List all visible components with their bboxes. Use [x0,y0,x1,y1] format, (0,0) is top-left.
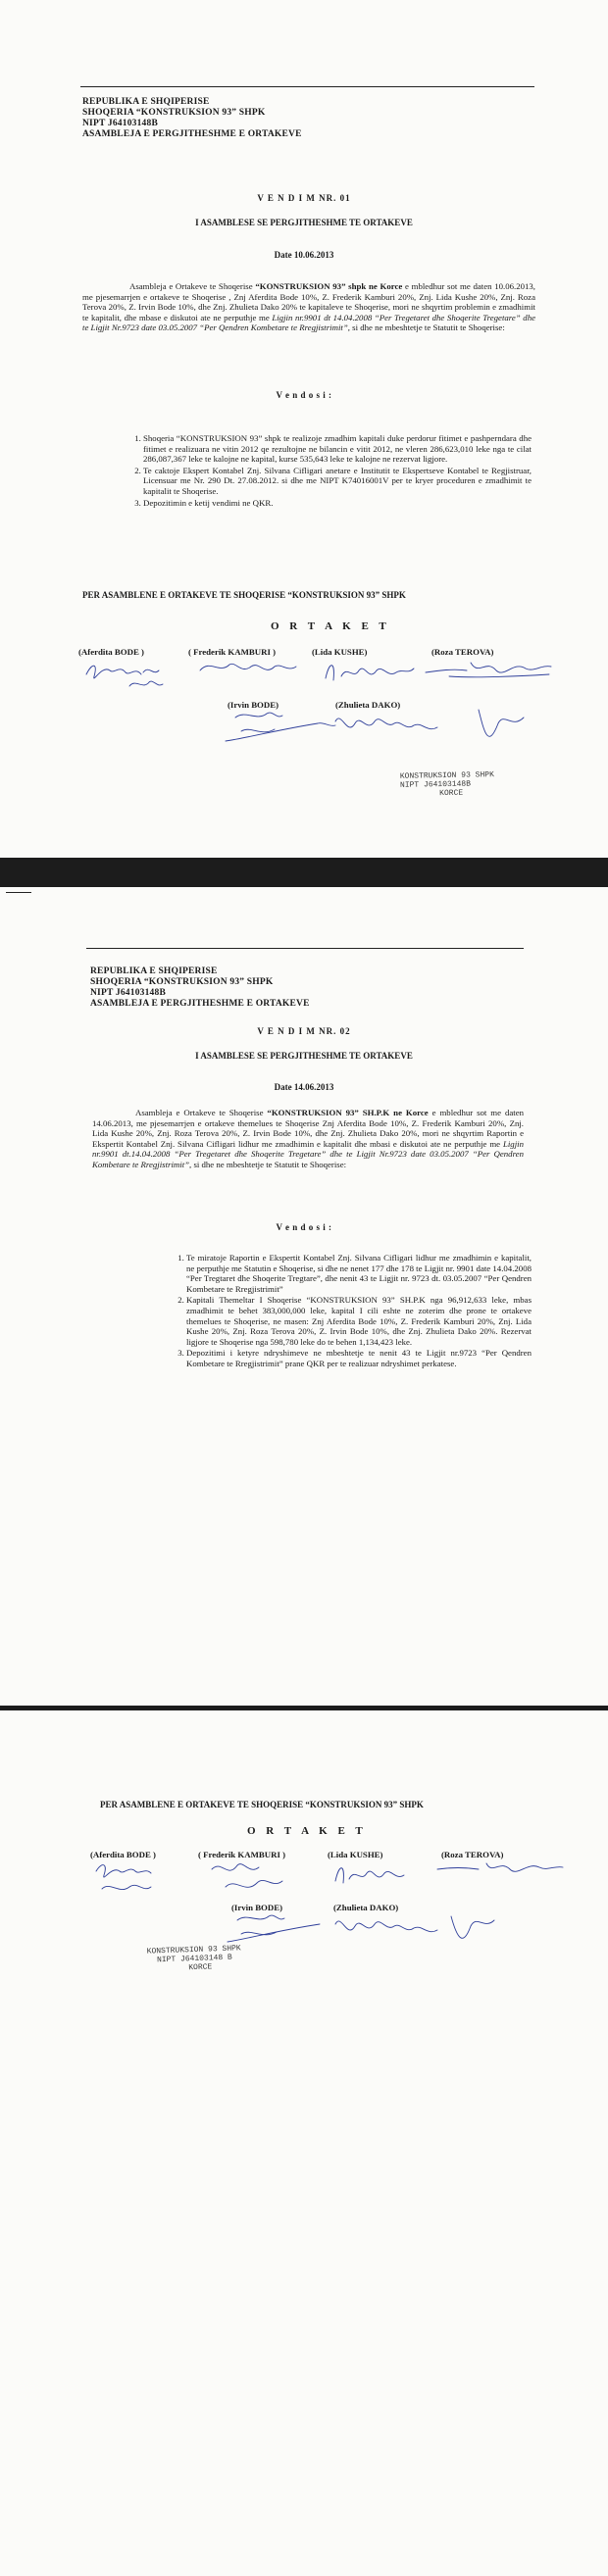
decided-heading: V e n d o s i : [276,1222,332,1232]
partner-name: (Irvin BODE) [228,700,279,710]
company-name: “KONSTRUKSION 93” shpk ne Korce [255,281,403,291]
partner-name: (Roza TEROVA) [431,647,494,657]
header-line: SHOQERIA “KONSTRUKSION 93” SHPK [90,977,274,987]
page-header [82,97,302,140]
intro-paragraph [92,1108,524,1170]
intro-text: , si dhe ne mbeshtetje te Statutit te Shoqerise: [189,1159,347,1169]
signature-frederik [196,655,304,684]
list-item: 1. Shoqeria “KONSTRUKSION 93” shpk te realizoje zmadhim kapitali duke perdorur fitimet e pashperndara dhe fitimet e realizuara ne vitin 2012 qe rezultojne ne bilancin e vitit 2012, ne vleren 286,623,010 leke nga te cilat 286,087,367 leke te kalojne ne kapital, kurse 535,643 leke te kalojne ne rezervat ligjore. [143,433,532,465]
assembly-title: I ASAMBLESE SE PERGJITHESHME TE ORTAKEVE [195,1051,413,1061]
partner-name: ( Frederik KAMBURI ) [198,1850,286,1859]
partners-heading: O R T A K E T [247,1825,367,1837]
signature-header: PER ASAMBLENE E ORTAKEVE TE SHOQERISE “KONSTRUKSION 93” SHPK [82,590,406,600]
signature-lida [329,1858,418,1893]
signature-aferdita [90,1858,198,1901]
header-line: NIPT J64103148B [90,988,166,998]
intro-text: Asambleja e Ortakeve te Shoqerise [135,1108,268,1117]
company-stamp [400,770,494,799]
signature-aferdita [80,655,188,698]
document-page-2 [0,887,608,1706]
signature-zhulieta [331,1908,498,1956]
partner-name: (Lida KUSHE) [328,1850,383,1859]
partner-name: (Lida KUSHE) [312,647,368,657]
header-rule [80,86,534,87]
decision-list [173,1253,532,1370]
document-page-3 [0,1710,608,2576]
partner-name: ( Frederik KAMBURI ) [188,647,277,657]
page-header [90,966,310,1010]
partners-heading: O R T A K E T [271,620,390,632]
stamp-line: KONSTRUKSION 93 SHPK [146,1944,241,1957]
signature-roza [420,651,557,684]
stamp-line: KORCE [439,788,464,799]
partner-name: (Aferdita BODE ) [90,1850,156,1859]
list-item: 2. Kapitali Themeltar I Shoqerise “KONSTRUKSION 93” SH.P.K nga 96,912,633 leke, mbas zmadhimit te behet 383,000,000 leke, kapital I cili eshte ne zoterim dhe prone te ortakeve themelues te Shoqerise, ne masen: Znj Aferdita Bode 10%, Z. Frederik Kamburi 20%, Znj. Lida Kushe 20%, Znj. Roza Terova 20%, Z. Irvin Bode 10%, dhe Znj. Zhulieta Dako 20%. Rezervat ligjore te Shoqerise nga 598,780 leke do te behen 1,134,423 leke. [186,1295,532,1347]
decision-number: V E N D I M NR. 02 [257,1026,351,1036]
header-line: ASAMBLEJA E PERGJITHESHME E ORTAKEVE [90,999,310,1009]
company-stamp [147,1944,242,1973]
header-line: REPUBLIKA E SHQIPERISE [90,966,218,976]
list-item: 1. Te miratoje Raportin e Ekspertit Kontabel Znj. Silvana Cifligari lidhur me zmadhimin e kapitalit, ne perputhje me Statutin e Shoqerise, si dhe ne nenet 177 dhe 178 te Ligjit nr. 9901 date 14.04.2008 “Per Tregtaret dhe Shoqerite Tregtare”, dhe nenit 43 te Ligjit nr. 9723 dt. 03.05.2007 “Per Qendren Kombetare te Rregjistrimit” [186,1253,532,1294]
header-line: NIPT J64103148B [82,119,158,128]
partner-name: (Roza TEROVA) [441,1850,504,1859]
decided-heading: V e n d o s i : [276,390,332,400]
header-rule [86,948,524,949]
scan-mark [6,892,31,893]
stamp-line: KORCE [188,1962,213,1973]
header-line: REPUBLIKA E SHQIPERISE [82,97,210,107]
document-page-1 [0,0,608,858]
signature-frederik [206,1858,304,1901]
header-line: ASAMBLEJA E PERGJITHESHME E ORTAKEVE [82,129,302,139]
law-reference: Ligjin nr.9901 dt 14.04.2008 “Per Tregetaret dhe Shoqerite Tregetare” dhe te Ligjit Nr.9723 date 03.05.2007 “Per Qendren Kombetare te Rregjistrimit” [82,312,535,333]
list-item: 2. Te caktoje Ekspert Kontabel Znj. Silvana Cifligari anetare e Institutit te Ekspertseve Kontabel te Regjistruar, Licensuar me Nr. 290 Dt. 27.08.2012. si dhe me NIPT K74016001V per te kryer proceduren e zmadhimit te kapitalit te Shoqerise. [143,466,532,497]
partner-name: (Irvin BODE) [231,1903,283,1912]
decision-number: V E N D I M NR. 01 [257,193,351,203]
partner-name: (Aferdita BODE ) [78,647,144,657]
company-name: “KONSTRUKSION 93” SH.P.K ne Korce [267,1108,429,1117]
stamp-line: KONSTRUKSION 93 SHPK [399,770,494,781]
intro-text: , si dhe ne mbeshtetje te Statutit te Shoqerise: [347,322,505,333]
law-reference: Ligjin nr.9901 dt.14.04.2008 “Per Tregetaret dhe Shoqerite Tregetare” dhe te Ligjit Nr.9723 date 03.05.2007 “Per Qendren Kombetare te Rregjistrimit” [92,1138,524,1169]
stamp-line: NIPT J64103148 B [156,1953,232,1965]
decision-date: Date 10.06.2013 [274,250,334,260]
signature-zhulieta [331,704,547,757]
header-line: SHOQERIA “KONSTRUKSION 93” SHPK [82,108,266,118]
intro-text: e mbledhur sot me daten 10.06.2013, me pjesemarrjen e ortakeve te Shoqerise , Znj Aferdita Bode 10%, Z. Frederik Kamburi 20%, Znj. Lida Kushe 20%, Znj. Roza Terova 20%, Z. Irvin Bode 10%, dhe Znj. Zhulieta Dako 20% te kapitaleve te Shoqerise, mori ne shqyrtim problemin e zmadhimit te kapitalit, dhe mbase e diskutoi ate ne perputhje me [82,281,535,322]
intro-paragraph [82,281,535,333]
signature-header: PER ASAMBLENE E ORTAKEVE TE SHOQERISE “KONSTRUKSION 93” SHPK [100,1800,424,1809]
decision-list [129,433,532,509]
decision-date: Date 14.06.2013 [274,1082,334,1092]
signature-lida [320,655,428,688]
signature-irvin [222,708,339,751]
assembly-title: I ASAMBLESE SE PERGJITHESHME TE ORTAKEVE [195,218,413,227]
partner-name: (Zhulieta DAKO) [333,1903,399,1912]
list-item: 3. Depozitimi i ketyre ndryshimeve ne mbeshtetje te nenit 43 te Ligjit nr.9723 “Per Qendren Kombetare te Rregjistrimit” prane QKR per te realizuar ndryshimet perkatese. [186,1348,532,1368]
intro-text: e mbledhur sot me daten 14.06.2013, me pjesemarrjen e ortakeve themelues te Shoqerise Znj Aferdita Bode 10%, Z. Frederik Kamburi 20%, Znj. Lida Kushe 20%, Znj. Roza Terova 20%, Z. Irvin Bode 10%, dhe Znj. Zhulieta Dako 20%, mori ne shqyrtim Raportin e Ekspertit Kontabel Znj. Silvana Cifligari lidhur me zmadhimin e kapitalit dhe mbasi e diskutoi ate ne perputhje me [92,1108,524,1149]
signature-roza [431,1854,569,1883]
intro-text: Asambleja e Ortakeve te Shoqerise [129,281,256,291]
list-item: 3. Depozitimin e ketij vendimi ne QKR. [143,498,532,509]
stamp-line: NIPT J64103148B [399,779,472,790]
partner-name: (Zhulieta DAKO) [335,700,401,710]
